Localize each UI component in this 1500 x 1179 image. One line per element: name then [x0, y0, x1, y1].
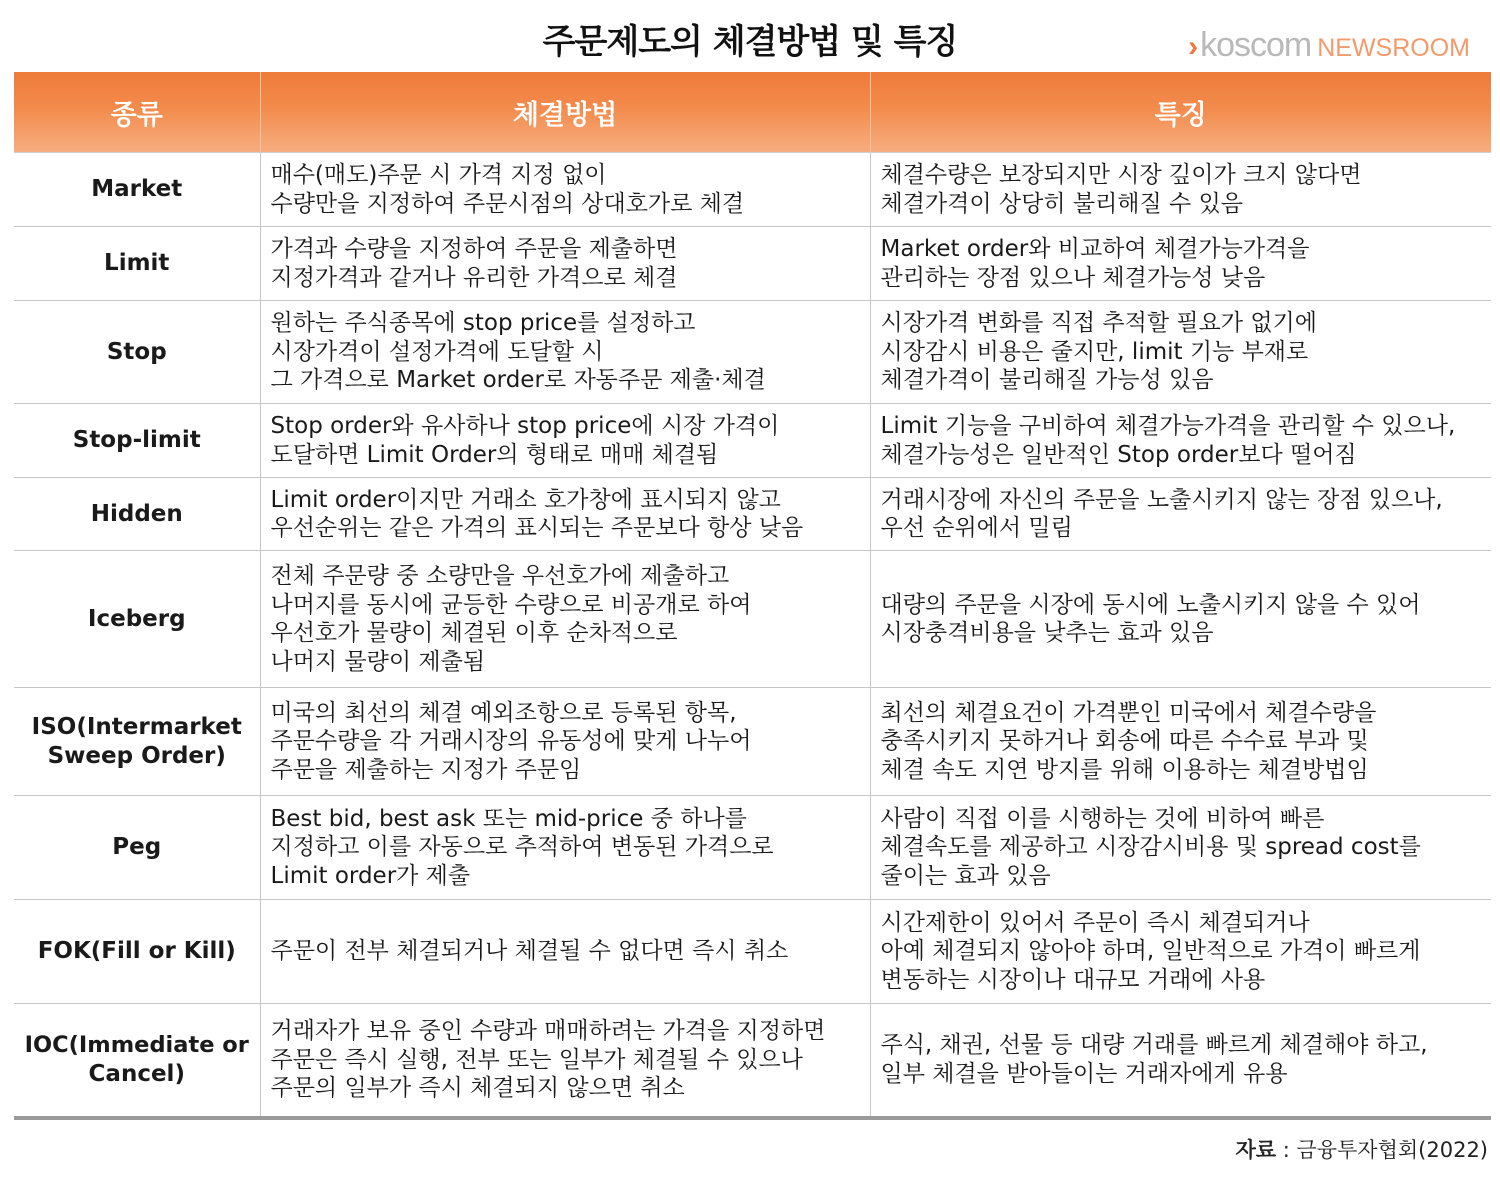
row-feature-cell	[870, 404, 1491, 478]
row-feature-cell	[870, 227, 1491, 301]
row-method-cell	[260, 404, 870, 478]
row-type-cell	[14, 227, 260, 301]
cell-line: Iceberg	[87, 605, 186, 632]
header-feature: 특징	[870, 72, 1491, 153]
cell-line: 나머지 물량이 제출됨	[270, 648, 486, 675]
cell-line: 대량의 주문을 시장에 동시에 노출시키지 않을 수 있어	[880, 591, 1421, 618]
cell-line: 우선 순위에서 밀림	[880, 515, 1073, 541]
cell-line: 우선순위는 같은 가격의 표시되는 주문보다 항상 낮음	[270, 515, 804, 541]
table-row	[14, 227, 1491, 301]
cell-line: ISO(Intermarket	[31, 714, 242, 740]
row-feature-cell	[870, 900, 1491, 1004]
cell-line: 체결가격이 상당히 불리해질 수 있음	[880, 190, 1244, 217]
cell-line: 체결 속도 지연 방지를 위해 이용하는 체결방법임	[880, 756, 1369, 783]
cell-line: 변동하는 시장이나 대규모 거래에 사용	[880, 966, 1266, 993]
row-method-cell	[260, 301, 870, 404]
table-row	[14, 551, 1491, 688]
cell-line: 주문의 일부가 즉시 체결되지 않으면 취소	[270, 1075, 685, 1101]
row-feature-cell	[870, 688, 1491, 796]
table-header-row	[14, 72, 1491, 153]
cell-line: 주문은 즉시 실행, 전부 또는 일부가 체결될 수 있으나	[270, 1046, 803, 1073]
cell-line: Limit order가 제출	[270, 862, 471, 889]
cell-line: 아예 체결되지 않아야 하며, 일반적으로 가격이 빠르게	[880, 938, 1421, 965]
cell-line: Hidden	[90, 500, 183, 527]
source-note	[1235, 1134, 1488, 1164]
row-method-cell	[260, 688, 870, 796]
cell-line: 미국의 최선의 체결 예외조항으로 등록된 항목,	[270, 699, 737, 726]
row-method-cell	[260, 478, 870, 551]
cell-line: Market	[91, 176, 183, 203]
cell-line: 시간제한이 있어서 주문이 즉시 체결되거나	[880, 909, 1310, 936]
row-type-cell	[14, 688, 260, 796]
cell-line: 도달하면 Limit Order의 형태로 매매 체결됨	[270, 441, 719, 468]
row-method-cell	[260, 796, 870, 900]
cell-line: 우선호가 물량이 체결된 이후 순차적으로	[270, 620, 678, 646]
row-method-cell	[260, 900, 870, 1004]
cell-line: Best bid, best ask 또는 mid-price 중 하나를	[270, 805, 747, 832]
table-row	[14, 688, 1491, 796]
table-row	[14, 900, 1491, 1004]
table-row	[14, 478, 1491, 551]
cell-line: 그 가격으로 Market order로 자동주문 제출·체결	[270, 367, 766, 394]
cell-line: Limit 기능을 구비하여 체결가능가격을 관리할 수 있으나,	[880, 413, 1456, 439]
table-row	[14, 404, 1491, 478]
table-row	[14, 1004, 1491, 1118]
row-method-cell	[260, 1004, 870, 1118]
row-feature-cell	[870, 1004, 1491, 1118]
koscom-newsroom-logo	[1188, 26, 1470, 65]
header-type: 종류	[14, 72, 260, 153]
row-type-cell	[14, 404, 260, 478]
row-method-cell	[260, 153, 870, 227]
row-type-cell	[14, 551, 260, 688]
cell-line: 매수(매도)주문 시 가격 지정 없이	[270, 162, 607, 188]
cell-line: 시장가격이 설정가격에 도달할 시	[270, 338, 604, 365]
row-feature-cell	[870, 796, 1491, 900]
cell-line: 사람이 직접 이를 시행하는 것에 비하여 빠른	[880, 805, 1325, 832]
table-row	[14, 301, 1491, 404]
cell-line: Limit	[104, 250, 170, 277]
source-text: 금융투자협회(2022)	[1296, 1138, 1488, 1162]
row-feature-cell	[870, 153, 1491, 227]
row-feature-cell	[870, 301, 1491, 404]
cell-line: Peg	[112, 834, 162, 861]
row-type-cell	[14, 301, 260, 404]
row-type-cell	[14, 153, 260, 227]
cell-line: 충족시키지 못하거나 회송에 따른 수수료 부과 및	[880, 728, 1369, 755]
cell-line: Stop order와 유사하나 stop price에 시장 가격이	[270, 413, 780, 439]
cell-line: 나머지를 동시에 균등한 수량으로 비공개로 하여	[270, 591, 752, 618]
cell-line: 전체 주문량 중 소량만을 우선호가에 제출하고	[270, 563, 730, 589]
table-row	[14, 796, 1491, 900]
page-title: 주문제도의 체결방법 및 특징	[542, 22, 958, 62]
order-types-table	[14, 72, 1491, 1120]
cell-line: Cancel)	[88, 1060, 185, 1087]
row-type-cell	[14, 1004, 260, 1118]
cell-line: Stop-limit	[72, 427, 201, 454]
row-type-cell	[14, 796, 260, 900]
logo-sub: NEWSROOM	[1317, 34, 1470, 62]
cell-line: 체결속도를 제공하고 시장감시비용 및 spread cost를	[880, 834, 1421, 861]
cell-line: 시장충격비용을 낮추는 효과 있음	[880, 620, 1214, 646]
cell-line: 체결수량은 보장되지만 시장 깊이가 크지 않다면	[880, 162, 1362, 188]
source-label: 자료	[1235, 1138, 1277, 1162]
cell-line: 거래시장에 자신의 주문을 노출시키지 않는 장점 있으나,	[880, 486, 1443, 513]
cell-line: 지정하고 이를 자동으로 추적하여 변동된 가격으로	[270, 834, 774, 861]
cell-line: IOC(Immediate or	[24, 1032, 249, 1059]
cell-line: 주문을 제출하는 지정가 주문임	[270, 756, 582, 783]
cell-line: 체결가능성은 일반적인 Stop order보다 떨어짐	[880, 441, 1357, 468]
logo-brand: koscom	[1200, 26, 1312, 64]
cell-line: Stop	[106, 338, 167, 365]
header-method: 체결방법	[260, 72, 870, 153]
cell-line: 최선의 체결요건이 가격뿐인 미국에서 체결수량을	[880, 699, 1377, 726]
cell-line: 일부 체결을 받아들이는 거래자에게 유용	[880, 1060, 1288, 1087]
cell-line: Limit order이지만 거래소 호가창에 표시되지 않고	[270, 486, 781, 513]
cell-line: 체결가격이 불리해질 가능성 있음	[880, 367, 1214, 394]
cell-line: 수량만을 지정하여 주문시점의 상대호가로 체결	[270, 190, 745, 217]
cell-line: Market order와 비교하여 체결가능가격을	[880, 236, 1310, 262]
row-type-cell	[14, 478, 260, 551]
cell-line: 주문수량을 각 거래시장의 유동성에 맞게 나누어	[270, 728, 752, 755]
cell-line: 시장가격 변화를 직접 추적할 필요가 없기에	[880, 310, 1317, 337]
cell-line: 거래자가 보유 중인 수량과 매매하려는 가격을 지정하면	[270, 1018, 826, 1044]
row-method-cell	[260, 227, 870, 301]
row-method-cell	[260, 551, 870, 688]
cell-line: 관리하는 장점 있으나 체결가능성 낮음	[880, 264, 1266, 291]
cell-line: 주식, 채권, 선물 등 대량 거래를 빠르게 체결해야 하고,	[880, 1032, 1428, 1059]
cell-line: 시장감시 비용은 줄지만, limit 기능 부재로	[880, 338, 1309, 365]
cell-line: 주문이 전부 체결되거나 체결될 수 없다면 즉시 취소	[270, 938, 789, 965]
chevron-right-icon: ›	[1188, 30, 1199, 63]
row-feature-cell	[870, 551, 1491, 688]
row-feature-cell	[870, 478, 1491, 551]
cell-line: 지정가격과 같거나 유리한 가격으로 체결	[270, 264, 678, 291]
source-separator: :	[1276, 1138, 1297, 1162]
cell-line: 원하는 주식종목에 stop price를 설정하고	[270, 310, 696, 337]
cell-line: 줄이는 효과 있음	[880, 862, 1051, 889]
cell-line: Sweep Order)	[47, 742, 226, 769]
row-type-cell	[14, 900, 260, 1004]
table-row	[14, 153, 1491, 227]
cell-line: 가격과 수량을 지정하여 주문을 제출하면	[270, 236, 678, 262]
cell-line: FOK(Fill or Kill)	[37, 938, 236, 965]
